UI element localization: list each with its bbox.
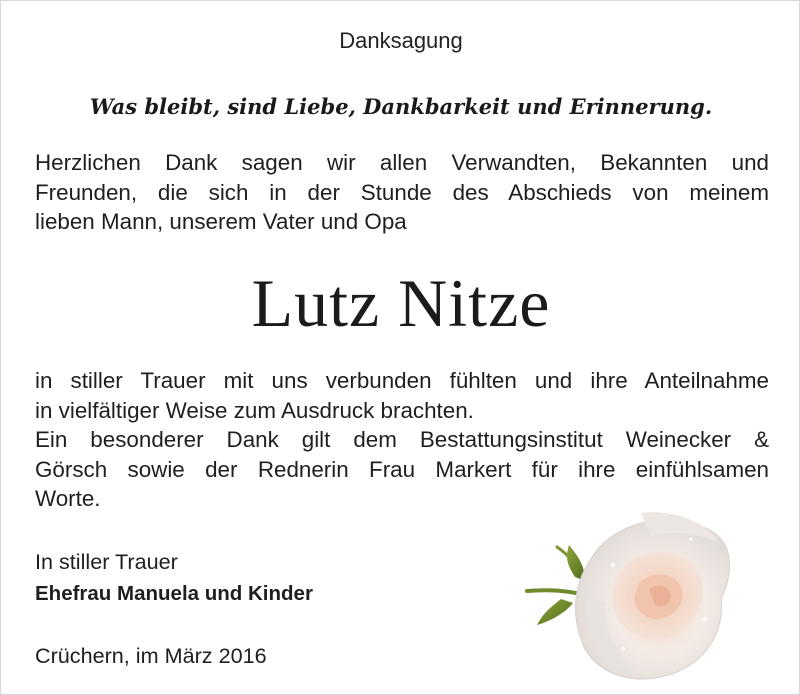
notice-heading: Danksagung	[339, 28, 463, 53]
gratitude-line: Worte.	[35, 486, 101, 512]
gratitude-line: in stiller Trauer mit uns verbunden fühlten und ihre Anteilnahme	[35, 368, 769, 393]
signoff-block	[35, 546, 313, 610]
gratitude-line: Ein besonderer Dank gilt dem Bestattungsinstitut Weinecker &	[35, 427, 769, 453]
gratitude-line: in vielfältiger Weise zum Ausdruck brachten.	[35, 397, 474, 423]
white-rose-image	[521, 499, 771, 689]
intro-line: Freunden, die sich in der Stunde des Abschieds von meinem	[35, 179, 769, 205]
intro-paragraph	[35, 148, 769, 237]
intro-line: lieben Mann, unserem Vater und Opa	[35, 209, 407, 235]
intro-line: Herzlichen Dank sagen wir allen Verwandten, Bekannten und	[35, 150, 769, 175]
gratitude-paragraph	[35, 366, 769, 514]
family-signature: Ehefrau Manuela und Kinder	[35, 582, 313, 605]
notice-motto: Was bleibt, sind Liebe, Dankbarkeit und Erinnerung.	[89, 94, 713, 119]
place-date: Crüchern, im März 2016	[35, 643, 267, 668]
deceased-name: Lutz Nitze	[251, 265, 551, 341]
gratitude-line: Görsch sowie der Rednerin Frau Markert für ihre einfühlsamen	[35, 456, 769, 482]
mourning-line: In stiller Trauer	[35, 549, 178, 574]
